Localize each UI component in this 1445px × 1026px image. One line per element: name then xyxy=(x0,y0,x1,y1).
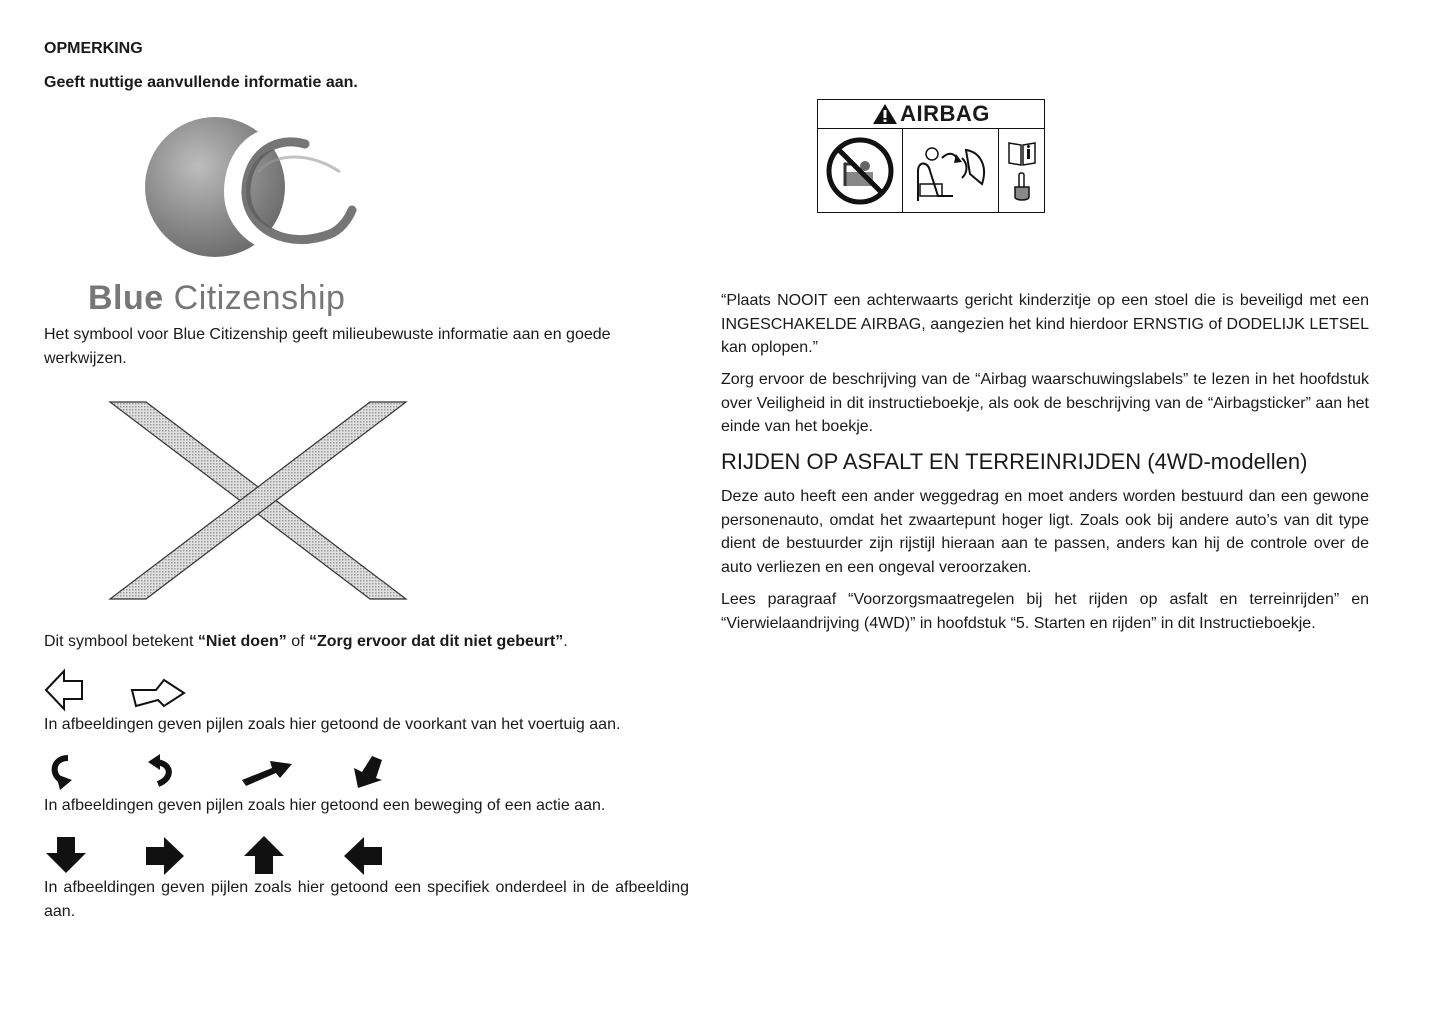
part-arrows-description: In afbeeldingen geven pijlen zoals hier getoond een specifiek onderdeel in de afbeelding aan. xyxy=(44,879,689,920)
read-manual-icon xyxy=(999,129,1044,212)
brand-description: Het symbool voor Blue Citizenship geeft milieubewuste informatie aan en goede werkwijzen. xyxy=(44,326,611,367)
front-arrow-diagonal-icon xyxy=(128,676,188,710)
front-arrow-left-icon xyxy=(44,668,86,712)
warning-triangle-icon xyxy=(872,103,898,125)
motion-curved-arrow-back-icon xyxy=(146,752,176,790)
front-arrows-description: In afbeeldingen geven pijlen zoals hier getoond de voorkant van het voertuig aan. xyxy=(44,716,621,733)
do-not-mid: of xyxy=(286,633,309,650)
section-paragraph-1: Deze auto heeft een ander weggedrag en moet anders worden bestuurd dan een gewone personenauto, omdat het zwaartepunt hoger ligt. Zoals ook bij andere auto’s van dit type dient de bestuurder zijn rijstijl hieraan aan te passen, anders kan hij de controle over de auto verliezen en een ongeval veroorzaken. xyxy=(721,488,1369,576)
note-title: OPMERKING xyxy=(44,40,143,57)
section-heading: RIJDEN OP ASFALT EN TERREINRIJDEN (4WD-modellen) xyxy=(721,449,1308,474)
motion-arrows-description: In afbeeldingen geven pijlen zoals hier getoond een beweging of een actie aan. xyxy=(44,797,606,814)
airbag-label-text: AIRBAG xyxy=(900,101,990,126)
blue-citizenship-wordmark xyxy=(88,279,345,318)
section-paragraph-2: Lees paragraaf “Voorzorgsmaatregelen bij het rijden op asfalt en terreinrijden” en “Vierwielaandrijving (4WD)” in hoofdstuk “5. Starten en rijden” in dit Instructieboekje. xyxy=(721,591,1369,632)
motion-arrow-down-left-icon xyxy=(352,754,384,790)
airbag-deploy-icon xyxy=(903,129,999,212)
part-arrow-up-icon xyxy=(242,834,286,876)
note-text: Geeft nuttige aanvullende informatie aan. xyxy=(44,74,358,91)
airbag-read-instruction: Zorg ervoor de beschrijving van de “Airbag waarschuwingslabels” te lezen in het hoofdstuk over Veiligheid in dit instructieboekje, als ook de beschrijving van de “Airbagsticker” aan het einde van het boekje. xyxy=(721,371,1369,435)
airbag-warning-label xyxy=(817,99,1045,213)
motion-curved-arrow-left-icon xyxy=(46,752,74,790)
do-not-description xyxy=(44,630,704,654)
do-not-x-symbol xyxy=(108,400,408,603)
part-arrow-left-icon xyxy=(342,835,384,877)
do-not-prefix: Dit symbool betekent xyxy=(44,633,198,650)
part-arrow-right-icon xyxy=(144,835,186,877)
brand-word-citizenship: Citizenship xyxy=(173,279,346,317)
brand-word-blue: Blue xyxy=(88,279,164,317)
no-child-seat-icon xyxy=(818,129,903,212)
do-not-bold1: “Niet doen” xyxy=(197,633,287,650)
do-not-bold2: “Zorg ervoor dat dit niet gebeurt” xyxy=(308,633,564,650)
airbag-warning-quote: “Plaats NOOIT een achterwaarts gericht kinderzitje op een stoel die is beveiligd met een INGESCHAKELDE AIRBAG, aangezien het kind hierdoor ERNSTIG of DODELIJK LETSEL kan oplopen.” xyxy=(721,292,1369,356)
do-not-suffix: . xyxy=(563,633,568,650)
part-arrow-down-icon xyxy=(44,835,88,875)
motion-arrow-diagonal-icon xyxy=(240,758,294,788)
airbag-label-header xyxy=(818,100,1044,129)
blue-citizenship-logo xyxy=(140,112,370,277)
